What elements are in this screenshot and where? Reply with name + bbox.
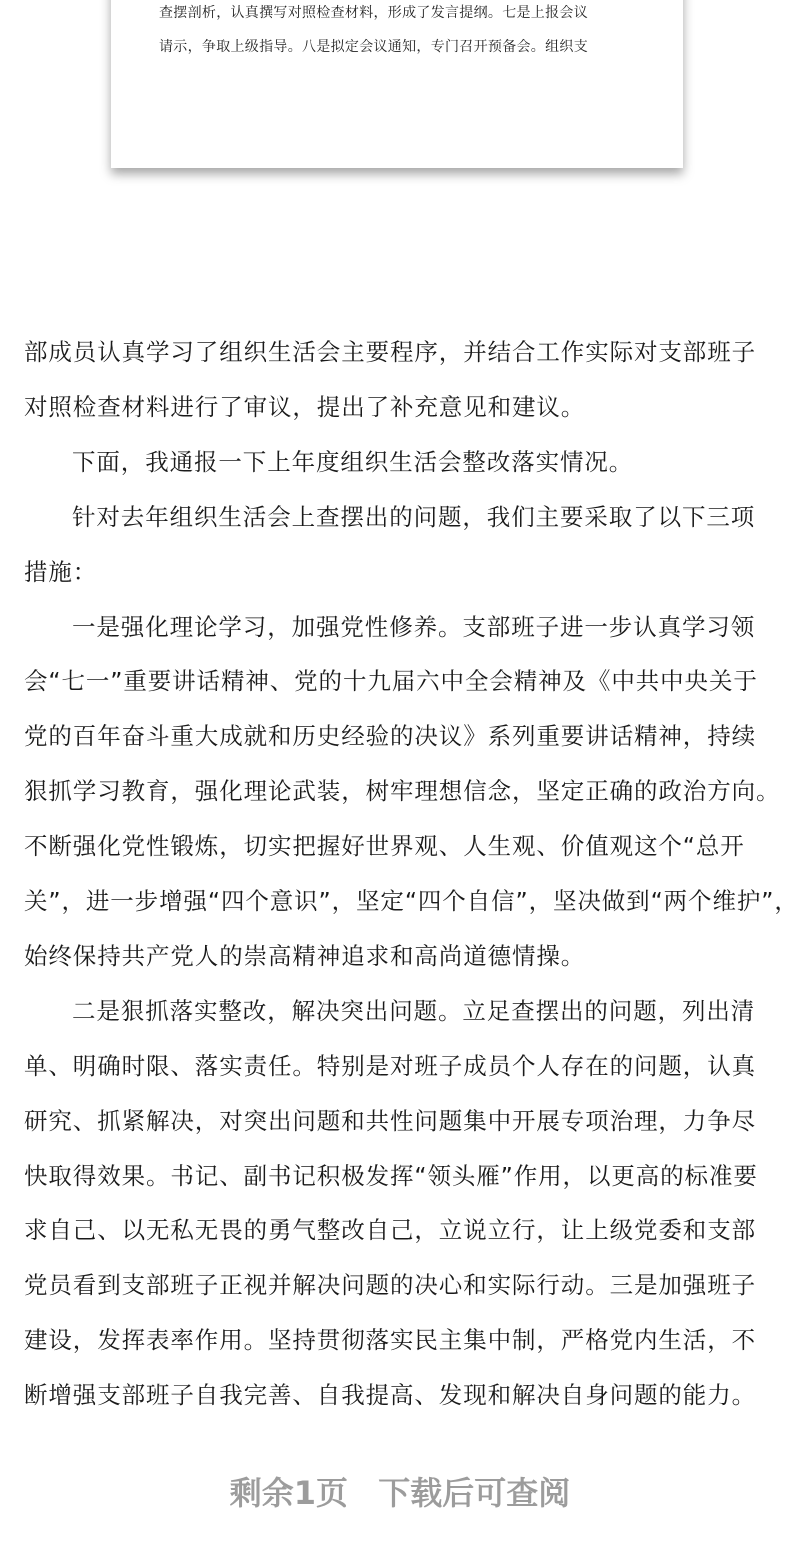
paragraph-line: 二是狠抓落实整改，解决突出问题。立足查摆出的问题，列出清 [72,996,756,1025]
paragraph-line: 党的百年奋斗重大成就和历史经验的决议》系列重要讲话精神，持续 [24,722,756,751]
card-text-line: 请示，争取上级指导。八是拟定会议通知，专门召开预备会。组织支 [159,39,588,55]
paragraph-line: 不断强化党性锻炼，切实把握好世界观、人生观、价值观这个“总开 [24,832,745,861]
paragraph-line: 一是强化理论学习，加强党性修养。支部班子进一步认真学习领 [72,612,756,641]
paragraph-line: 单、明确时限、落实责任。特别是对班子成员个人存在的问题，认真 [24,1051,756,1080]
paragraph-line: 始终保持共产党人的崇高精神追求和高尚道德情操。 [24,941,586,970]
paragraph-line: 建设，发挥表率作用。坚持贯彻落实民主集中制，严格党内生活，不 [24,1326,756,1355]
paragraph-line: 针对去年组织生活会上查摆出的问题，我们主要采取了以下三项 [72,502,756,531]
paragraph-line: 求自己、以无私无畏的勇气整改自己，立说立行，让上级党委和支部 [24,1216,756,1245]
paragraph-line: 断增强支部班子自我完善、自我提高、发现和解决自身问题的能力。 [24,1381,756,1410]
paragraph-line: 研究、抓紧解决，对突出问题和共性问题集中开展专项治理，力争尽 [24,1106,756,1135]
paragraph-line: 下面，我通报一下上年度组织生活会整改落实情况。 [72,447,634,476]
paragraph-line: 快取得效果。书记、副书记积极发挥“领头雁”作用，以更高的标准要 [24,1161,758,1190]
paragraph-line: 措施： [24,557,98,586]
card-text-line: 查摆剖析，认真撰写对照检查材料，形成了发言提纲。七是上报会议 [159,5,588,21]
preview-card [111,0,683,168]
paragraph-line: 会“七一”重要讲话精神、党的十九届六中全会精神及《中共中央关于 [24,667,758,696]
paragraph-line: 关”，进一步增强“四个意识”，坚定“四个自信”，坚决做到“两个维护”， [24,887,799,915]
download-prompt[interactable]: 剩余1页 下载后可查阅 [229,1474,571,1512]
paragraph-line: 部成员认真学习了组织生活会主要程序，并结合工作实际对支部班子 [24,338,756,366]
paragraph-line: 对照检查材料进行了审议，提出了补充意见和建议。 [24,392,586,421]
paragraph-line: 党员看到支部班子正视并解决问题的决心和实际行动。三是加强班子 [24,1271,756,1300]
paragraph-line: 狠抓学习教育，强化理论武装，树牢理想信念，坚定正确的政治方向。 [24,777,781,806]
